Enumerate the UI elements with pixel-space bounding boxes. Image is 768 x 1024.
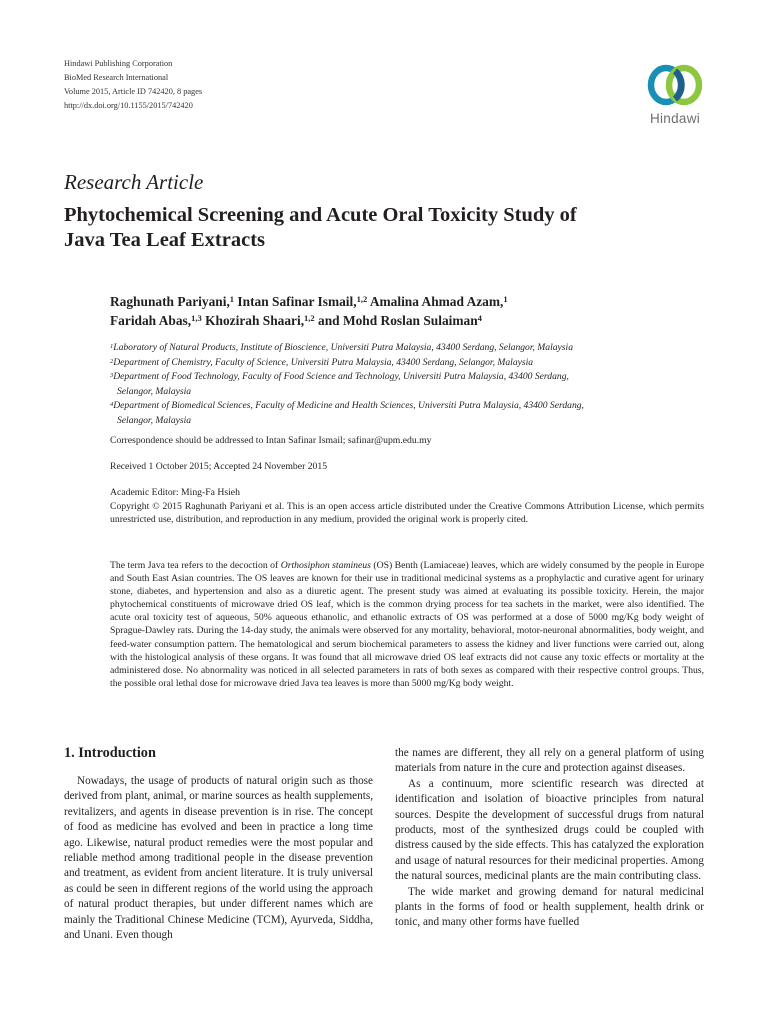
- body-paragraph: the names are different, they all rely on a general platform of using materials from nature in the cure and protection against diseases.: [395, 747, 704, 775]
- academic-editor-line: Academic Editor: Ming-Fa Hsieh: [110, 487, 240, 498]
- author-affiliation-mark: 4: [477, 313, 482, 323]
- hindawi-logo-text: Hindawi: [649, 111, 701, 126]
- affiliation-continuation: Selangor, Malaysia: [117, 414, 192, 426]
- body-paragraph: The wide market and growing demand for natural medicinal plants in the forms of food or health supplement, health drink or tonic, and many other forms have fuelled: [395, 885, 704, 929]
- abstract-species-name: Orthosiphon stamineus: [280, 560, 371, 571]
- hindawi-logo: [636, 63, 714, 126]
- doi-link[interactable]: http://dx.doi.org/10.1155/2015/742420: [64, 101, 193, 110]
- affiliation-item: [110, 370, 670, 385]
- author-line-2: [110, 311, 670, 330]
- affiliation-number: 3: [110, 372, 114, 380]
- author-name: Faridah Abas,: [110, 313, 192, 328]
- author-name: Intan Safinar Ismail,: [237, 294, 357, 309]
- hindawi-logo-icon: [644, 63, 706, 109]
- author-name: Khozirah Shaari,: [205, 313, 305, 328]
- affiliation-text: Laboratory of Natural Products, Institute of Bioscience, Universiti Putra Malaysia, 43400 Serdang, Selangor, Malaysia: [113, 342, 574, 353]
- affiliation-text: Department of Biomedical Sciences, Faculty of Medicine and Health Sciences, Universiti Putra Malaysia, 43400 Serdang,: [113, 400, 584, 412]
- author-affiliation-mark: 1: [229, 294, 235, 304]
- author-affiliation-mark: 1,2: [304, 313, 315, 323]
- article-type: Research Article: [64, 170, 204, 194]
- affiliation-number: 4: [110, 401, 114, 409]
- received-line: Received 1 October 2015; Accepted 24 November 2015: [110, 461, 328, 472]
- abstract: [110, 559, 704, 690]
- correspondence-line: Correspondence should be addressed to Intan Safinar Ismail; safinar@upm.edu.my: [110, 435, 432, 446]
- author-name: and Mohd Roslan Sulaiman: [318, 313, 478, 328]
- volume-line: Volume 2015, Article ID 742420, 8 pages: [64, 87, 203, 96]
- journal-info: [64, 57, 202, 113]
- affiliation-item: [110, 356, 670, 371]
- right-column: [395, 746, 704, 931]
- author-line-1: [110, 292, 670, 311]
- author-list: [110, 292, 670, 330]
- affiliation-item: [110, 399, 670, 414]
- author-name: Raghunath Pariyani,: [110, 294, 230, 309]
- affiliation-text: Department of Chemistry, Faculty of Science, Universiti Putra Malaysia, 43400 Serdang, Selangor, Malaysia: [113, 356, 534, 368]
- copyright-notice: Copyright © 2015 Raghunath Pariyani et al. This is an open access article distributed under the Creative Commons Attribution License, which permits unrestricted use, distribution, and reproduction in any medium, provided the original work is properly cited.: [110, 501, 704, 526]
- affiliation-list: [110, 341, 670, 429]
- publisher-line: Hindawi Publishing Corporation: [64, 59, 173, 68]
- author-affiliation-mark: 1,2: [356, 294, 368, 304]
- affiliation-text: Department of Food Technology, Faculty of Food Science and Technology, Universiti Putra Malaysia, 43400 Serdang,: [113, 371, 569, 383]
- left-column: [64, 774, 373, 943]
- abstract-text-start: The term Java tea refers to the decoction of: [110, 560, 281, 571]
- author-name: Amalina Ahmad Azam,: [369, 294, 504, 309]
- affiliation-number: 1: [110, 343, 114, 350]
- body-paragraph: Nowadays, the usage of products of natural origin such as those derived from plant, animal, or marine sources as health supplements, revitalizers, and agents in disease prevention is in rise. The concept of food as medicine has evolved and been in practice a long time ago. Likewise, natural product remedies were the most popular and reliable method among traditional people in the disease prevention and treatment, as evident from ancient literature. It is truly universal as could be seen in different regions of the world using the approach of natural product therapies, but under different names which are mainly the Traditional Chinese Medicine (TCM), Ayurveda, Siddha, and Unani. Even though: [64, 775, 373, 942]
- affiliation-number: 2: [110, 357, 114, 365]
- affiliation-continuation: Selangor, Malaysia: [117, 385, 192, 397]
- body-paragraph: As a continuum, more scientific research was directed at identification and isolation of bioactive principles from natural sources. Despite the development of successful drugs from natural products, most of the synthesized drugs could be coupled with distress caused by the side effects. This has catalyzed the exploration and usage of natural resources for their medicinal properties. Among the natural sources, medicinal plants are the main contributing class.: [395, 777, 704, 883]
- author-affiliation-mark: 1,3: [191, 313, 202, 323]
- abstract-text-rest: (OS) Benth (Lamiaceae) leaves, which are widely consumed by the people in Europe and South East Asian countries. The OS leaves are known for their use in traditional medicinal systems as a prophylactic and curative agent for urinary stone, diabetes, and hypertension and also as a diuretic agent. The present study was aimed at evaluating its possible toxicity. Herein, the major phytochemical constituents of microwave dried OS leaf, which is the common drying process for tea sachets in the market, were also identified. The acute oral toxicity test of aqueous, 50% aqueous ethanolic, and ethanolic extracts of OS was performed at a dose of 5000 mg/Kg body weight of Sprague-Dawley rats. During the 14-day study, the animals were observed for any mortality, behavioral, motor-neuronal abnormalities, body weight, and feed-water consumption pattern. The hematological and serum biochemical parameters to assess the kidney and liver functions were carried out, along with the histological analysis of these organs. It was found that all microwave dried OS leaf extracts did not cause any toxic effects or mortality at the administered dose. No abnormality was noticed in all selected parameters in rats of both sexes as compared with their respective control groups. Thus, the possible oral lethal dose for microwave dried Java tea leaves is more than 5000 mg/Kg body weight.: [110, 560, 705, 689]
- article-title: [64, 203, 724, 253]
- title-line-1: Phytochemical Screening and Acute Oral Toxicity Study of: [64, 204, 577, 226]
- affiliation-item: [110, 341, 670, 356]
- title-line-2: Java Tea Leaf Extracts: [64, 229, 265, 251]
- section-heading: 1. Introduction: [64, 745, 156, 761]
- journal-name: BioMed Research International: [64, 73, 169, 82]
- author-affiliation-mark: 1: [503, 294, 508, 304]
